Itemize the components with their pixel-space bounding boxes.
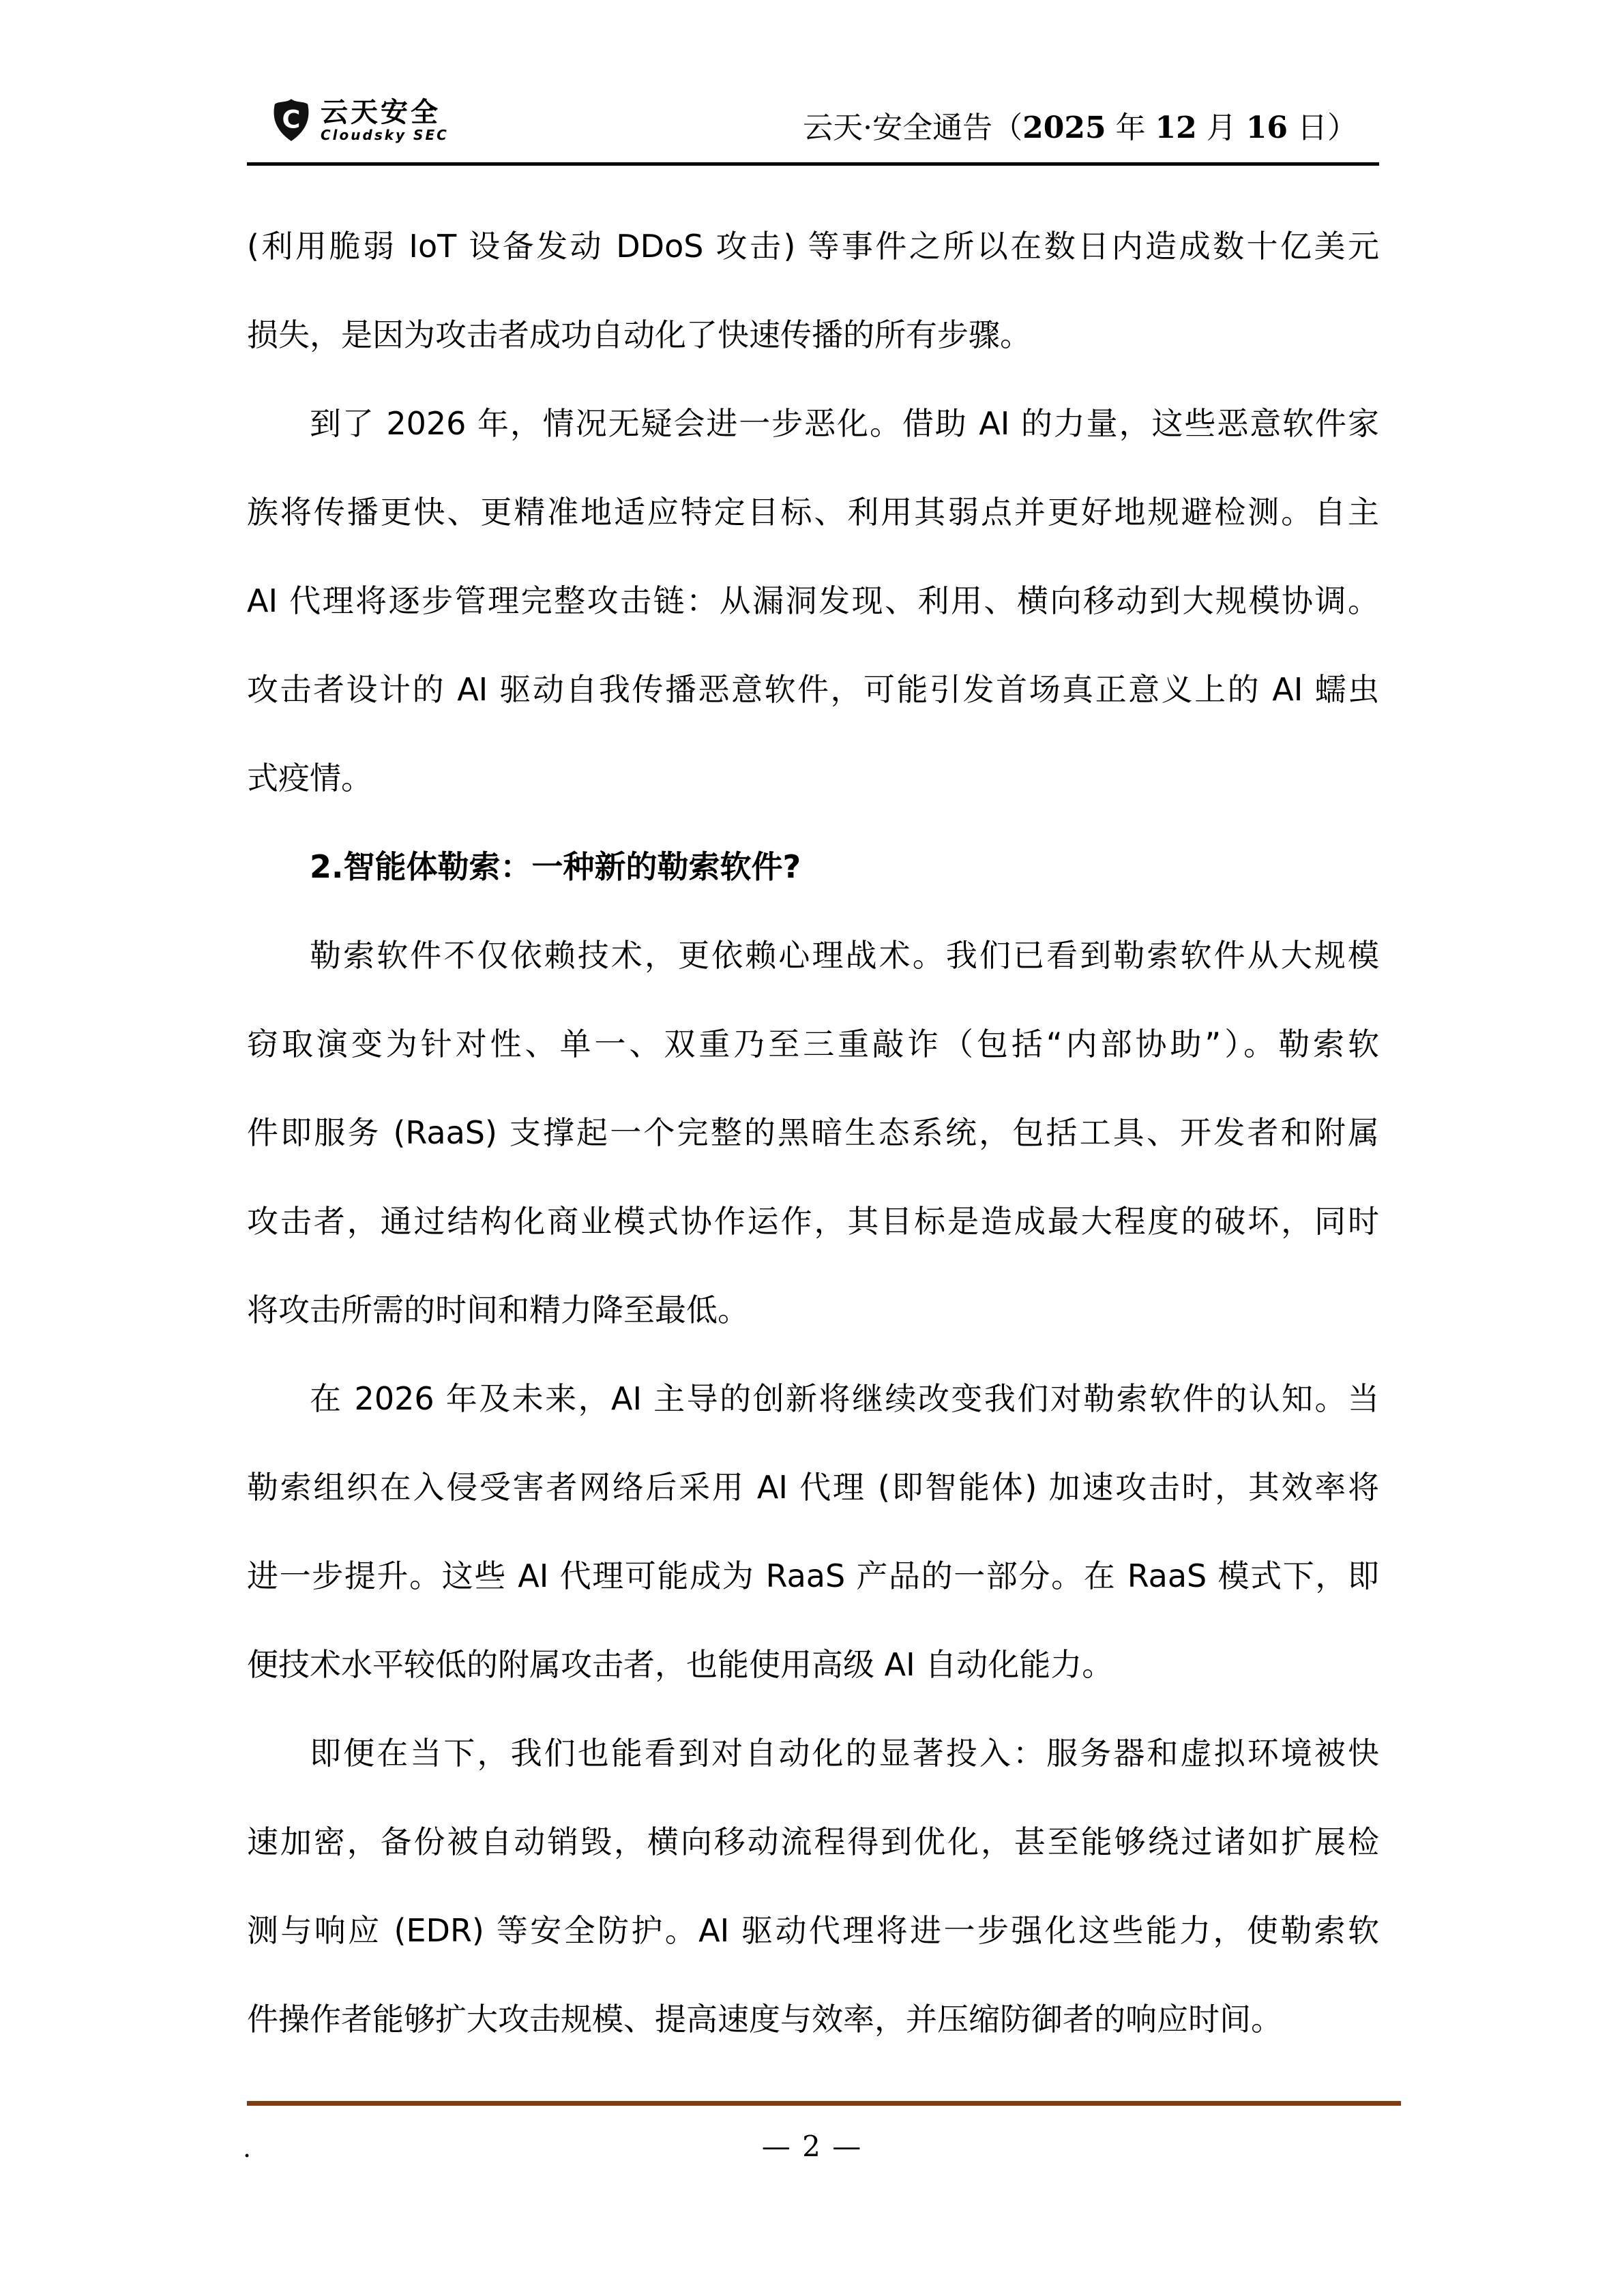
body-line: 进一步提升。这些 AI 代理可能成为 RaaS 产品的一部分。在 RaaS 模式下，即 <box>247 1557 1379 1594</box>
body-line: 在 2026 年及未来，AI 主导的创新将继续改变我们对勒索软件的认知。当 <box>310 1380 1379 1417</box>
title-date-number: 16 <box>1245 110 1288 145</box>
footer-stray-mark: . <box>243 2133 252 2163</box>
header-divider-line <box>247 162 1379 166</box>
svg-text:C: C <box>282 104 301 134</box>
body-line: 便技术水平较低的附属攻击者，也能使用高级 AI 自动化能力。 <box>247 1646 1114 1683</box>
company-logo <box>271 98 449 143</box>
logo-name-cn: 云天安全 <box>321 97 441 128</box>
body-line: 族将传播更快、更精准地适应特定目标、利用其弱点并更好地规避检测。自主 <box>247 494 1379 531</box>
body-line: 到了 2026 年，情况无疑会进一步恶化。借助 AI 的力量，这些恶意软件家 <box>310 405 1379 442</box>
section-heading: 2.智能体勒索：一种新的勒索软件? <box>310 848 801 885</box>
body-line: 将攻击所需的时间和精力降至最低。 <box>247 1292 749 1328</box>
body-line: 件即服务 (RaaS) 支撑起一个完整的黑暗生态系统，包括工具、开发者和附属 <box>247 1114 1379 1151</box>
body-line: 窃取演变为针对性、单一、双重乃至三重敲诈（包括“内部协助”）。勒索软 <box>247 1026 1379 1062</box>
footer-divider-line <box>247 2101 1401 2106</box>
title-text-segment: 日） <box>1288 110 1357 145</box>
body-line: AI 代理将逐步管理完整攻击链：从漏洞发现、利用、横向移动到大规模协调。 <box>247 582 1379 619</box>
header-bulletin-title <box>803 110 1357 146</box>
shield-logo-icon <box>271 98 311 142</box>
logo-text <box>321 98 449 143</box>
body-line: 速加密，备份被自动销毁，横向移动流程得到优化，甚至能够绕过诸如扩展检 <box>247 1823 1379 1860</box>
title-text-segment: 月 <box>1196 110 1246 145</box>
body-text <box>247 202 1379 2063</box>
body-line: 勒索软件不仅依赖技术，更依赖心理战术。我们已看到勒索软件从大规模 <box>310 937 1379 974</box>
body-line: 攻击者，通过结构化商业模式协作运作，其目标是造成最大程度的破坏，同时 <box>247 1203 1379 1240</box>
body-line: 件操作者能够扩大攻击规模、提高速度与效率，并压缩防御者的响应时间。 <box>247 2001 1282 2038</box>
body-line: 式疫情。 <box>247 760 372 796</box>
body-line: 即便在当下，我们也能看到对自动化的显著投入：服务器和虚拟环境被快 <box>310 1735 1379 1772</box>
page-number: — 2 — <box>761 2130 863 2163</box>
title-text-segment: 云天·安全通告（ <box>803 110 1023 145</box>
title-text-segment: 年 <box>1106 110 1155 145</box>
body-line: (利用脆弱 IoT 设备发动 DDoS 攻击) 等事件之所以在数日内造成数十亿美元 <box>247 228 1379 265</box>
title-date-number: 12 <box>1155 110 1197 145</box>
body-line: 攻击者设计的 AI 驱动自我传播恶意软件，可能引发首场真正意义上的 AI 蠕虫 <box>247 671 1379 708</box>
logo-name-en: Cloudsky SEC <box>321 127 449 143</box>
body-line: 损失，是因为攻击者成功自动化了快速传播的所有步骤。 <box>247 316 1031 353</box>
body-line: 测与响应 (EDR) 等安全防护。AI 驱动代理将进一步强化这些能力，使勒索软 <box>247 1912 1379 1949</box>
title-date-number: 2025 <box>1022 110 1106 145</box>
body-line: 勒索组织在入侵受害者网络后采用 AI 代理 (即智能体) 加速攻击时，其效率将 <box>247 1469 1379 1506</box>
